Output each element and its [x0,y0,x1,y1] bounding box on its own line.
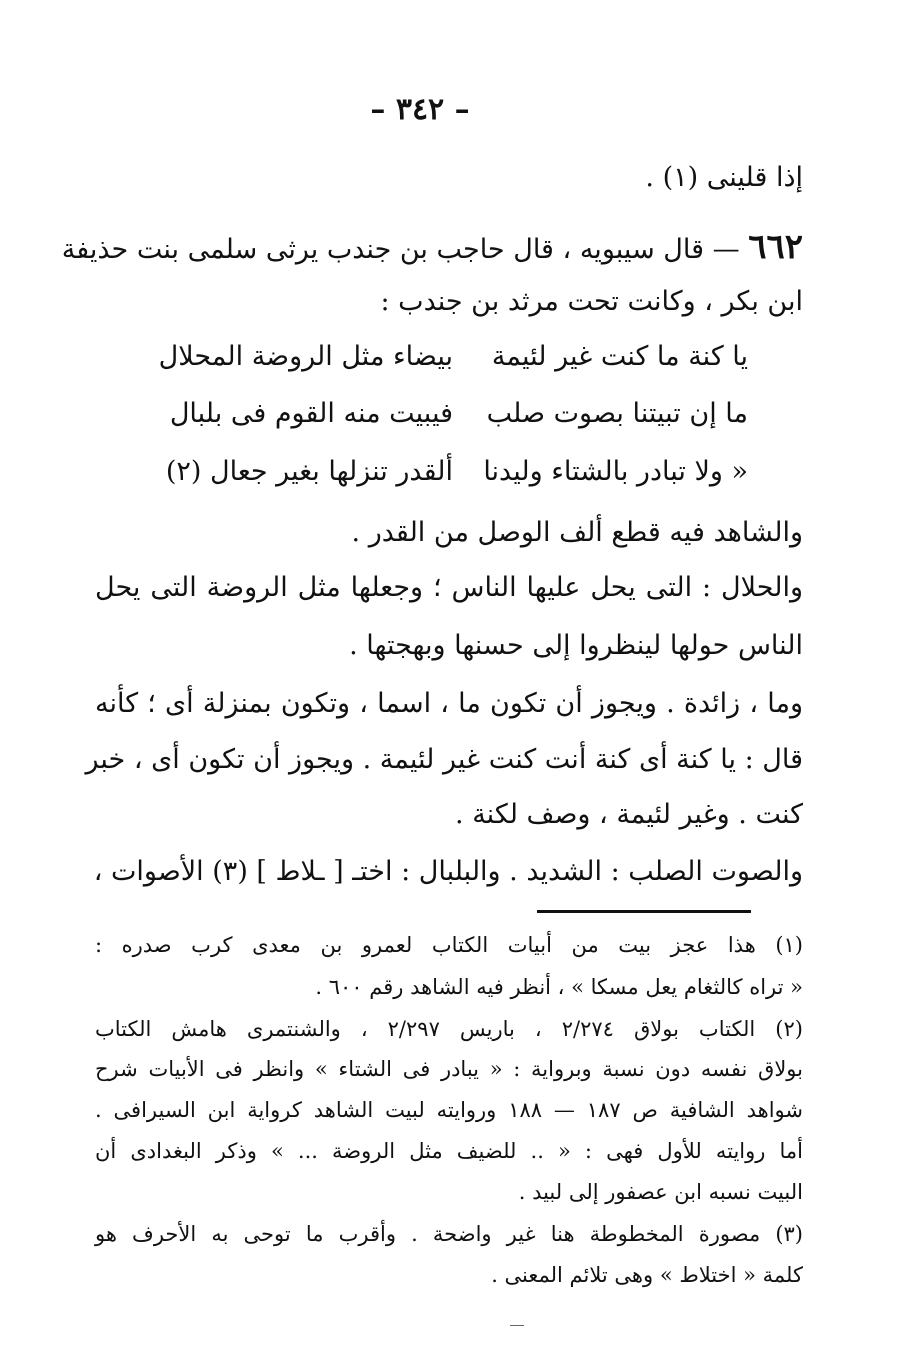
footnote-2-line-3: شواهد الشافية ص ١٨٧ — ١٨٨ وروايته لبيت الشاهد كرواية ابن السيرافى . [95,1098,803,1122]
commentary-ma-line-2: قال : يا كنة أى كنة أنت كنت غير لئيمة . ويجوز أن تكون أى ، خبر [85,744,803,775]
commentary-sawt-line: والصوت الصلب : الشديد . والبلبال : اختـ [ ـلاط ] (٣) الأصوات ، [93,856,803,887]
verse-1-first-hemistich: يا كنة ما كنت غير لئيمة [491,341,748,372]
commentary-mihlal-line-2: الناس حولها لينظروا إلى حسنها وبهجتها . [349,630,803,661]
commentary-mihlal-line-1: والحلال : التى يحل عليها الناس ؛ وجعلها مثل الروضة التى يحل [95,572,803,603]
entry-662-text: — قال سيبويه ، قال حاجب بن جندب يرثى سلمى بنت حذيفة [61,234,749,265]
page-bottom-mark [510,1325,524,1326]
verse-3-first-hemistich: « ولا تبادر بالشتاء وليدنا [483,456,748,487]
footnote-3-line-2: كلمة « اختلاط » وهى تلائم المعنى . [491,1263,803,1287]
footnote-1-line-2: « تراه كالثغام يعل مسكا » ، أنظر فيه الشاهد رقم ٦٠٠ . [315,975,803,999]
footnote-separator [537,910,751,913]
entry-662-line-2: ابن بكر ، وكانت تحت مرثد بن جندب : [380,286,803,317]
entry-number: ٦٦٢ [748,227,803,267]
verse-3-second-hemistich: ألقدر تنزلها بغير جعال (٢) [165,456,453,487]
entry-662-line-1 [61,227,803,270]
footnote-2-line-2: بولاق نفسه دون نسبة وبرواية : « يبادر فى الشتاء » وانظر فى الأبيات شرح [95,1057,803,1081]
footnote-2-line-5: البيت نسبه ابن عصفور إلى لبيد . [518,1180,803,1204]
footnote-2-line-4: أما روايته للأول فهى : « .. للضيف مثل الروضة ... » وذكر البغدادى أن [95,1139,803,1163]
verse-1-second-hemistich: بيضاء مثل الروضة المحلال [158,341,453,372]
page-number-header: – ٣٤٢ – [370,92,470,127]
commentary-witness: والشاهد فيه قطع ألف الوصل من القدر . [351,517,803,548]
verse-2-second-hemistich: فيبيت منه القوم فى بلبال [169,398,453,429]
commentary-ma-line-3: كنت . وغير لئيمة ، وصف لكنة . [455,799,803,830]
footnote-2-line-1: (٢) الكتاب بولاق ٢/٢٧٤ ، باريس ٢/٢٩٧ ، والشنتمرى هامش الكتاب [95,1017,803,1041]
footnote-1-line-1: (١) هذا عجز بيت من أبيات الكتاب لعمرو بن معدى كرب صدره : [95,933,803,957]
text-line-continuation: إذا قلينى (١) . [645,162,803,193]
footnote-3-line-1: (٣) مصورة المخطوطة هنا غير واضحة . وأقرب ما توحى به الأحرف هو [95,1222,803,1246]
verse-2-first-hemistich: ما إن تبيتنا بصوت صلب [486,398,748,429]
commentary-ma-line-1: وما ، زائدة . ويجوز أن تكون ما ، اسما ، وتكون بمنزلة أى ؛ كأنه [95,688,803,719]
